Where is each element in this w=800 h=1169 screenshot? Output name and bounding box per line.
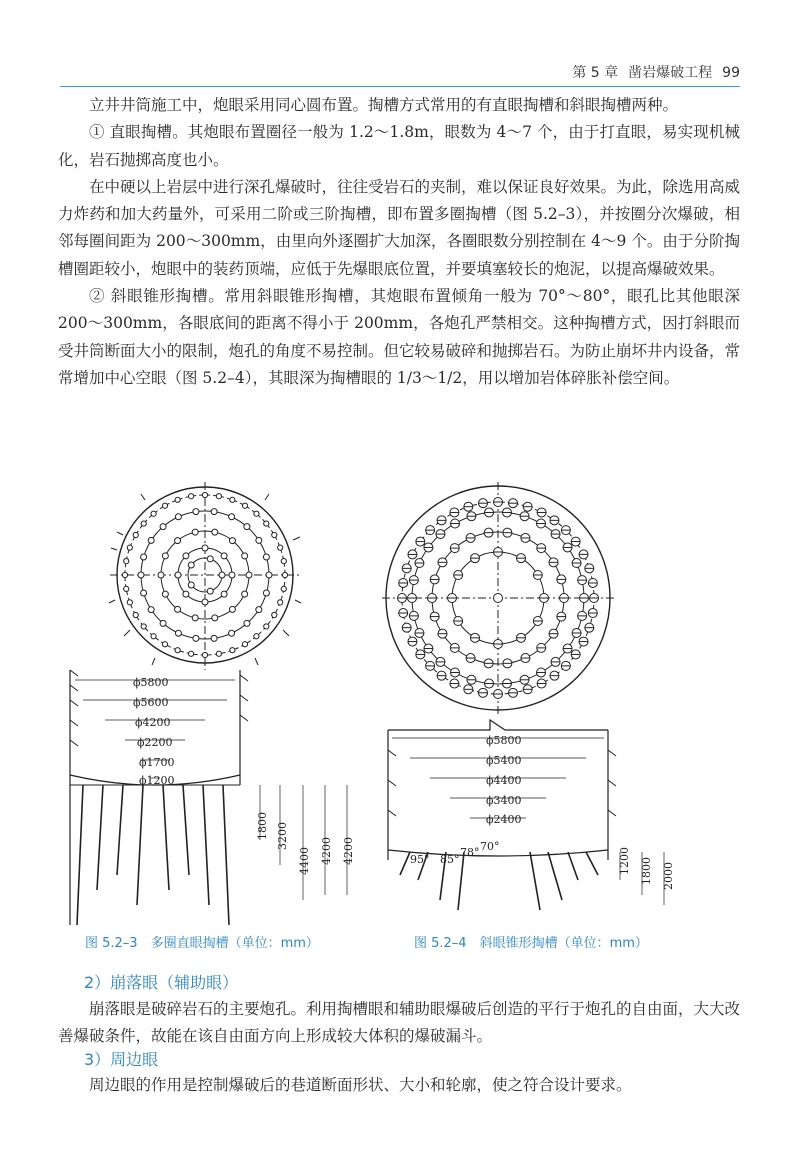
left-ring2-hole	[162, 591, 168, 597]
left-ring3-hole	[160, 524, 166, 530]
left-ring3-hole	[266, 572, 272, 578]
left-ring3-hole	[148, 537, 154, 543]
left-ring1-hole	[183, 553, 189, 559]
left-perimeter-hole	[216, 494, 221, 499]
left-perimeter-hole	[124, 586, 129, 591]
left-cut-hole	[188, 582, 194, 588]
left-ring3-hole	[244, 620, 250, 626]
right-dia-3: ϕ4400	[486, 774, 522, 787]
right-drill-hole	[530, 852, 540, 910]
left-perimeter-hole	[230, 497, 235, 502]
right-depth-2: 1800	[640, 857, 653, 885]
chapter-label: 第 5 章	[572, 65, 619, 81]
left-ring3-hole	[256, 537, 262, 543]
figure-inclined-cone-cut	[380, 480, 700, 930]
right-angle-2: 85°	[440, 853, 460, 866]
right-angle-3: 78°	[460, 846, 480, 859]
left-ring3-hole	[141, 590, 147, 596]
right-depth-1: 1200	[618, 847, 631, 875]
left-perimeter-hole	[254, 511, 259, 516]
left-cut-hole	[219, 572, 225, 578]
left-perimeter-hole	[242, 642, 247, 647]
left-perimeter-hole	[272, 612, 277, 617]
left-perimeter-hole	[202, 652, 207, 657]
left-ring3-hole	[263, 554, 269, 560]
right-dia-1: ϕ5800	[486, 734, 522, 747]
left-drill-hole	[203, 785, 209, 905]
left-drill-hole	[117, 785, 123, 875]
section-3-paragraph: 周边眼的作用是控制爆破后的巷道断面形状、大小和轮廓，使之符合设计要求。	[89, 1076, 632, 1094]
left-ring3-hole	[175, 514, 181, 520]
left-drill-hole	[163, 785, 169, 890]
left-perimeter-hole	[281, 559, 286, 564]
left-ring1-hole	[221, 591, 227, 597]
left-perimeter-hole	[151, 634, 156, 639]
left-ring1-hole	[175, 572, 181, 578]
left-ring3-hole	[244, 524, 250, 530]
left-ring1-hole	[202, 599, 208, 605]
left-ring2-hole	[162, 553, 168, 559]
left-depth-3: 4400	[298, 847, 311, 875]
left-perimeter-hole	[264, 624, 269, 629]
left-perimeter-hole	[278, 600, 283, 605]
left-ring1-hole	[183, 591, 189, 597]
body-text	[58, 92, 740, 392]
left-perimeter-hole	[122, 572, 127, 577]
right-drill-hole	[568, 852, 578, 880]
right-center-hole	[494, 594, 503, 603]
right-dia-4: ϕ3400	[486, 794, 522, 807]
left-ring3-hole	[160, 620, 166, 626]
left-cut-hole	[188, 562, 194, 568]
section-3-text	[58, 1072, 740, 1099]
left-perimeter-hole	[230, 648, 235, 653]
left-ring2-hole	[242, 591, 248, 597]
left-drill-hole	[183, 785, 189, 875]
left-perimeter-hole	[151, 511, 156, 516]
left-ring2-hole	[192, 615, 198, 621]
paragraph-3: 在中硬以上岩层中进行深孔爆破时，往往受岩石的夹制，难以保证良好效果。为此，除选用高威力炸药和加大药量外，可采用二阶或三阶掏槽，即布置多圈掏槽（图 5.2–3），并按圈分次爆破，相邻每圈间距为 200～300mm，由里向外逐圈扩大加深，各圈眼数分别控制在 4～9 个。由于分阶掏槽圈距较小，炮眼中的装药顶端，应低于先爆眼底位置，并要填塞较长的炮泥，以提高爆破效果。	[58, 177, 741, 278]
left-ring1-hole	[221, 553, 227, 559]
left-perimeter-hole	[141, 624, 146, 629]
left-dia-6: ϕ1200	[139, 774, 175, 787]
left-perimeter-hole	[216, 651, 221, 656]
left-ring2-hole	[229, 538, 235, 544]
left-perimeter-hole	[281, 586, 286, 591]
left-depth-1: 1800	[256, 812, 269, 840]
left-depth-2: 3200	[276, 822, 289, 850]
left-ring2-hole	[175, 538, 181, 544]
left-perimeter-hole	[278, 545, 283, 550]
right-depth-3: 2000	[662, 862, 675, 890]
left-ring3-hole	[175, 630, 181, 636]
left-drill-hole	[223, 785, 229, 925]
left-ring2-hole	[229, 606, 235, 612]
section-2-paragraph: 崩落眼是破碎岩石的主要炮孔。利用掏槽眼和辅助眼爆破后创造的平行于炮孔的自由面，大大改善爆破条件，故能在该自由面方向上形成较大体积的爆破漏斗。	[58, 1000, 741, 1045]
left-ring3-hole	[193, 635, 199, 641]
left-perimeter-hole	[162, 642, 167, 647]
right-dia-2: ϕ5400	[486, 754, 522, 767]
paragraph-2: ① 直眼掏槽。其炮眼布置圈径一般为 1.2～1.8m，眼数为 4～7 个，由于打直眼，易实现机械化，岩石抛掷高度也小。	[58, 123, 740, 169]
left-drill-hole	[137, 785, 143, 905]
left-ring2-hole	[158, 572, 164, 578]
left-ring3-hole	[229, 630, 235, 636]
left-ring2-hole	[246, 572, 252, 578]
left-dia-1: ϕ5800	[133, 676, 169, 689]
figure-multi-ring-straight-cut	[55, 480, 375, 930]
left-perimeter-hole	[282, 572, 287, 577]
left-perimeter-hole	[202, 492, 207, 497]
paragraph-1: 立井井筒施工中，炮眼采用同心圆布置。掏槽方式常用的有直眼掏槽和斜眼掏槽两种。	[89, 96, 679, 114]
left-perimeter-hole	[189, 494, 194, 499]
right-dia-5: ϕ2400	[486, 813, 522, 826]
left-ring2-hole	[192, 529, 198, 535]
left-perimeter-hole	[264, 521, 269, 526]
header-text	[562, 62, 740, 82]
left-perimeter-hole	[272, 532, 277, 537]
left-ring3-hole	[138, 572, 144, 578]
left-perimeter-hole	[133, 612, 138, 617]
left-perimeter-hole	[242, 503, 247, 508]
left-perimeter-hole	[254, 634, 259, 639]
left-ring3-hole	[263, 590, 269, 596]
left-dia-2: ϕ5600	[133, 696, 169, 709]
left-dia-4: ϕ2200	[137, 736, 173, 749]
section-3-title: 3）周边眼	[84, 1050, 159, 1069]
left-cut-hole	[207, 588, 213, 594]
figure-left-caption: 图 5.2–3 多圈直眼掏槽（单位：mm）	[85, 936, 319, 951]
left-dia-5: ϕ1700	[139, 756, 175, 769]
page-header	[60, 56, 740, 87]
chapter-title: 凿岩爆破工程	[628, 65, 713, 81]
right-angle-1: 95°	[410, 853, 430, 866]
left-ring2-hole	[212, 615, 218, 621]
left-drill-hole	[77, 785, 83, 925]
left-ring2-hole	[242, 553, 248, 559]
left-perimeter-hole	[127, 600, 132, 605]
left-ring2-hole	[175, 606, 181, 612]
left-ring3-hole	[211, 509, 217, 515]
left-cut-hole	[207, 556, 213, 562]
right-drill-hole	[548, 852, 562, 900]
left-ring3-hole	[211, 635, 217, 641]
section-2-title: 2）崩落眼（辅助眼）	[84, 973, 239, 992]
left-perimeter-hole	[162, 503, 167, 508]
left-perimeter-hole	[127, 545, 132, 550]
left-ring1-hole	[229, 572, 235, 578]
right-drill-hole	[586, 852, 598, 875]
left-ring3-hole	[229, 514, 235, 520]
figure-right-caption: 图 5.2–4 斜眼锥形掏槽（单位：mm）	[414, 936, 648, 951]
left-drill-hole	[97, 785, 103, 890]
left-depth-5: 4200	[342, 837, 355, 865]
left-ring3-hole	[256, 607, 262, 613]
left-ring1-hole	[202, 545, 208, 551]
left-section-view	[70, 670, 347, 925]
left-perimeter-hole	[124, 559, 129, 564]
left-perimeter-hole	[175, 497, 180, 502]
section-2-text	[58, 996, 740, 1050]
left-perimeter-hole	[189, 651, 194, 656]
left-dia-3: ϕ4200	[135, 716, 171, 729]
page-number: 99	[722, 65, 740, 81]
left-ring3-hole	[141, 554, 147, 560]
left-perimeter-hole	[133, 532, 138, 537]
left-ring3-hole	[148, 607, 154, 613]
left-perimeter-hole	[141, 521, 146, 526]
left-ring3-hole	[193, 509, 199, 515]
left-ring2-hole	[212, 529, 218, 535]
paragraph-4: ② 斜眼锥形掏槽。常用斜眼锥形掏槽，其炮眼布置倾角一般为 70°～80°，眼孔比其他眼深 200～300mm，各眼底间的距离不得小于 200mm，各炮孔严禁相交。这种掏槽方式，因打斜眼而受井筒断面大小的限制，炮孔的角度不易控制。但它较易破碎和抛掷岩石。为防止崩坏井内设备，常常增加中心空眼（图 5.2–4），其眼深为掏槽眼的 1/3～1/2，用以增加岩体碎胀补偿空间。	[58, 287, 741, 387]
left-perimeter-hole	[175, 648, 180, 653]
right-drill-hole	[400, 852, 410, 875]
left-depth-4: 4200	[320, 837, 333, 865]
right-section-view	[388, 720, 664, 910]
right-angle-4: 70°	[480, 840, 500, 853]
